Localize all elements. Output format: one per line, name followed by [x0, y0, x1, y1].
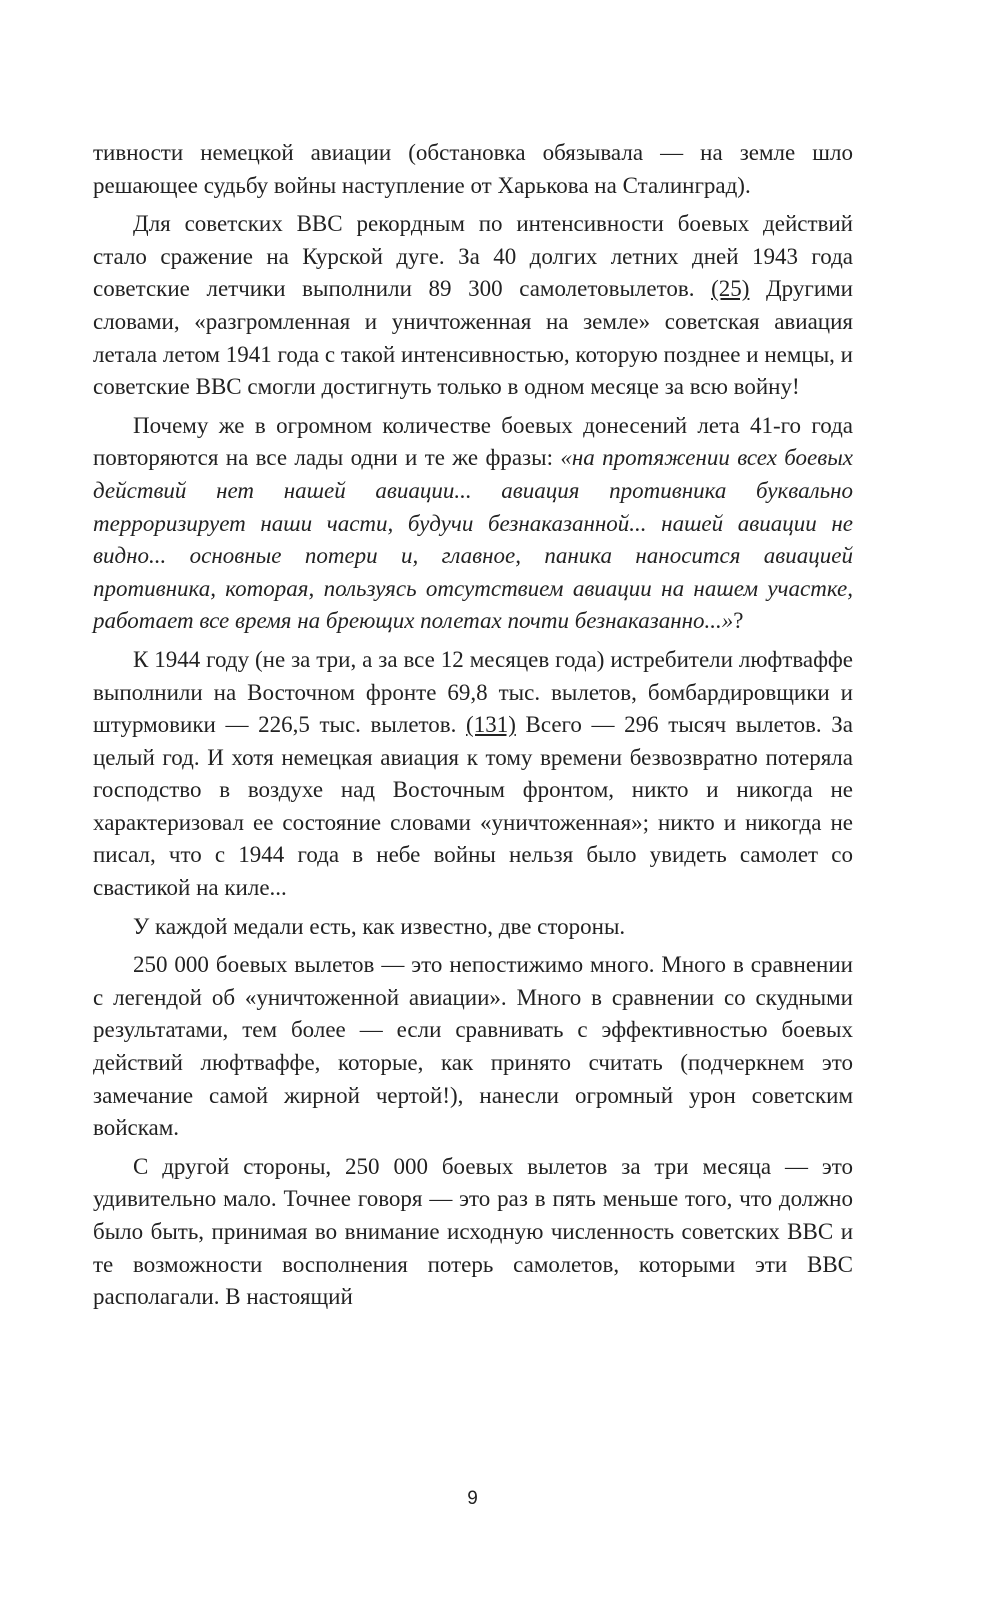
paragraph-7-text: С другой стороны, 250 000 боевых вылетов за три месяца — это удивительно мало. Точнее говоря — это раз в пять меньше того, что должно было быть, принимая во внимание исходную численность советских ВВС и те возможности восполнения потерь самолетов, которыми эти ВВС располагали. В настоящий: [93, 1153, 853, 1310]
paragraph-2-text-b: Другими словами, «разгромленная и уничтоженная на земле» советская авиация летала летом 1941 года с такой интенсивностью, которую позднее и немцы, и советские ВВС смогли достигнуть только в одном месяце за всю войну!: [93, 276, 853, 400]
paragraph-3: [93, 410, 853, 638]
paragraph-1-text: тивности немецкой авиации (обстановка обязывала — на земле шло решающее судьбу войны наступление от Харькова на Сталинград).: [93, 140, 853, 198]
paragraph-4-text-a: К 1944 году (не за три, а за все 12 месяцев года) истребители люфтваффе выполнили на Восточном фронте 69,8 тыс. вылетов, бомбардировщики и штурмовики — 226,5 тыс. вылетов.: [93, 646, 853, 738]
page-body: [93, 137, 853, 1320]
paragraph-3-text-b: ?: [733, 608, 744, 634]
footnote-ref-25[interactable]: (25): [711, 276, 750, 302]
footnote-ref-131[interactable]: (131): [466, 712, 516, 738]
paragraph-4: [93, 644, 853, 905]
paragraph-7: [93, 1151, 853, 1314]
paragraph-4-text-b: Всего — 296 тысяч вылетов. За целый год. И хотя немецкая авиация к тому времени безвозвратно потеряла господство в воздухе над Восточным фронтом, никто и никогда не характеризовал ее состояние словами «уничтоженная»; никто и никогда не писал, что с 1944 года в небе войны нельзя было увидеть самолет со свастикой на киле...: [93, 712, 853, 901]
paragraph-2-text-a: Для советских ВВС рекордным по интенсивности боевых действий стало сражение на Курской дуге. За 40 долгих летних дней 1943 года советские летчики выполнили 89 300 самолетовылетов.: [93, 211, 853, 302]
paragraph-6: [93, 949, 853, 1145]
paragraph-5: [93, 911, 853, 944]
page-number: 9: [467, 1488, 478, 1509]
paragraph-5-text: У каждой медали есть, как известно, две стороны.: [133, 913, 626, 939]
paragraph-2: [93, 208, 853, 404]
paragraph-1: [93, 137, 853, 202]
paragraph-6-text: 250 000 боевых вылетов — это непостижимо много. Много в сравнении с легендой об «уничтоженной авиации». Много в сравнении со скудными результатами, тем более — если сравнивать с эффективностью боевых действий люфтваффе, которые, как принято считать (подчеркнем это замечание самой жирной чертой!), нанесли огромный урон советским войскам.: [93, 952, 853, 1141]
paragraph-3-text-a: Почему же в огромном количестве боевых донесений лета 41-го года повторяются на все лады одни и те же фразы:: [93, 412, 853, 471]
paragraph-3-quote: «на протяжении всех боевых действий нет нашей авиации... авиация противника буквально терроризирует наши части, будучи безнаказанной... нашей авиации не видно... основные потери и, главное, паника наносится авиацией противника, которая, пользуясь отсутствием авиации на нашем участке, работает все время на бреющих полетах почти безнаказанно...»: [93, 445, 853, 634]
